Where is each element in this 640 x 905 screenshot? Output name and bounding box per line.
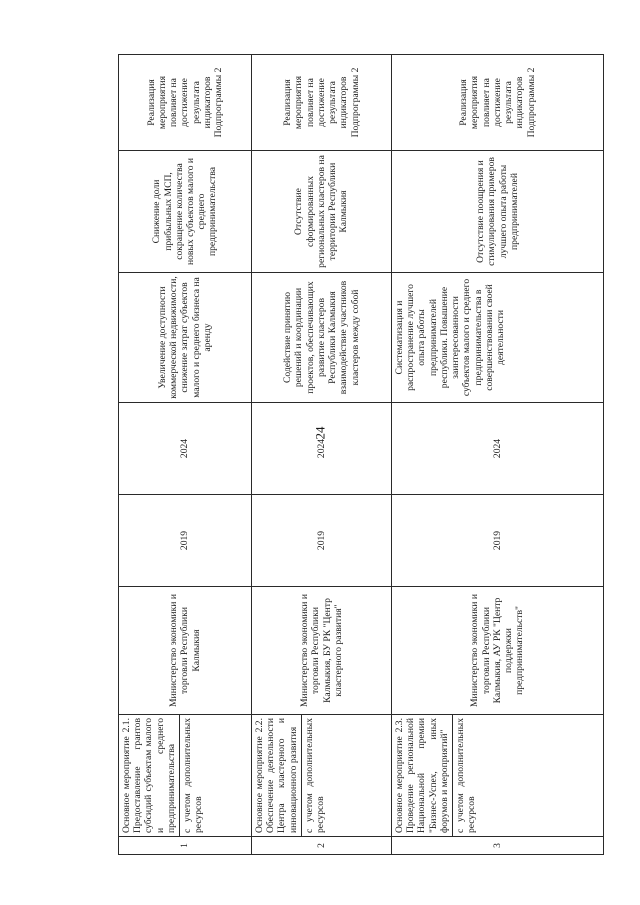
page-number: 24 [312, 426, 327, 440]
end-year: 2024 [119, 403, 252, 495]
row-number: 1 [119, 837, 252, 855]
relation-cell: Реализация мероприятия повлияет на достижение результата индикаторов Подпрограммы 2 [252, 55, 392, 151]
consequences-cell: Снижение доли прибыльных МСП, сокращение количества новых субъектов малого и среднего предпринимательства [119, 151, 252, 273]
row-number: 3 [392, 837, 604, 855]
activity-extra: с учетом дополнительных ресурсов [301, 715, 328, 836]
expected-result: Увеличение доступности коммерческой недвижимости, снижение затрат субъектов малого и среднего бизнеса на аренду [119, 273, 252, 403]
activity-cell [119, 715, 252, 837]
start-year: 2019 [119, 495, 252, 587]
expected-result: Содействие принятию решений и координации проектов, обеспечивающих развитие кластеров Республики Калмыкия взаимодействие участников кластеров между собой [252, 273, 392, 403]
activity-main: Основное мероприятие 2.3. Проведение региональной Национальной премии "Бизнес-Успех, иных форумов и мероприятий" [394, 718, 450, 833]
end-year: 2024 [392, 403, 604, 495]
expected-result: Систематизация и распространение лучшего опыта работы предпринимателей республики. Повышение заинтересованности субъектов малого и среднего предпринимательства в совершенствовании своей деятельности [392, 273, 604, 403]
start-year: 2019 [392, 495, 604, 587]
executor-cell: Министерство экономики и торговли Республики Калмыкия, АУ РК "Центр поддержки предпринимательств" [392, 587, 604, 715]
activity-main: Основное мероприятие 2.1. Предоставление грантов субсидий субъектам малого и среднего предпринимательства [121, 718, 177, 833]
relation-cell: Реализация мероприятия повлияет на достижение результата индикаторов Подпрограммы 2 [392, 55, 604, 151]
start-year: 2019 [252, 495, 392, 587]
activity-cell [392, 715, 604, 837]
end-year: 2024 [252, 403, 392, 495]
row-number: 2 [252, 837, 392, 855]
executor-cell: Министерство экономики и торговли Республики Калмыкия, БУ РК "Центр кластерного развития" [252, 587, 392, 715]
rotated-table-container [118, 55, 603, 855]
activity-cell [252, 715, 392, 837]
table-row [392, 55, 604, 855]
relation-cell: Реализация мероприятия повлияет на достижение результата индикаторов Подпрограммы 2 [119, 55, 252, 151]
activity-extra: с учетом дополнительных ресурсов [179, 715, 206, 836]
consequences-cell: Отсутствие поощрения и стимулирования примеров лучшего опыта работы предпринимателей [392, 151, 604, 273]
activity-main: Основное мероприятие 2.2. Обеспечение деятельности Центра кластерного и инновационного развития [254, 718, 299, 833]
activities-table [118, 54, 604, 855]
activity-extra: с учетом дополнительных ресурсов [452, 715, 479, 836]
table-row [119, 55, 252, 855]
consequences-cell: Отсутствие сформированных региональных кластеров на территории Республики Калмыкия [252, 151, 392, 273]
table-row [252, 55, 392, 855]
executor-cell: Министерство экономики и торговли Республики Калмыкия [119, 587, 252, 715]
